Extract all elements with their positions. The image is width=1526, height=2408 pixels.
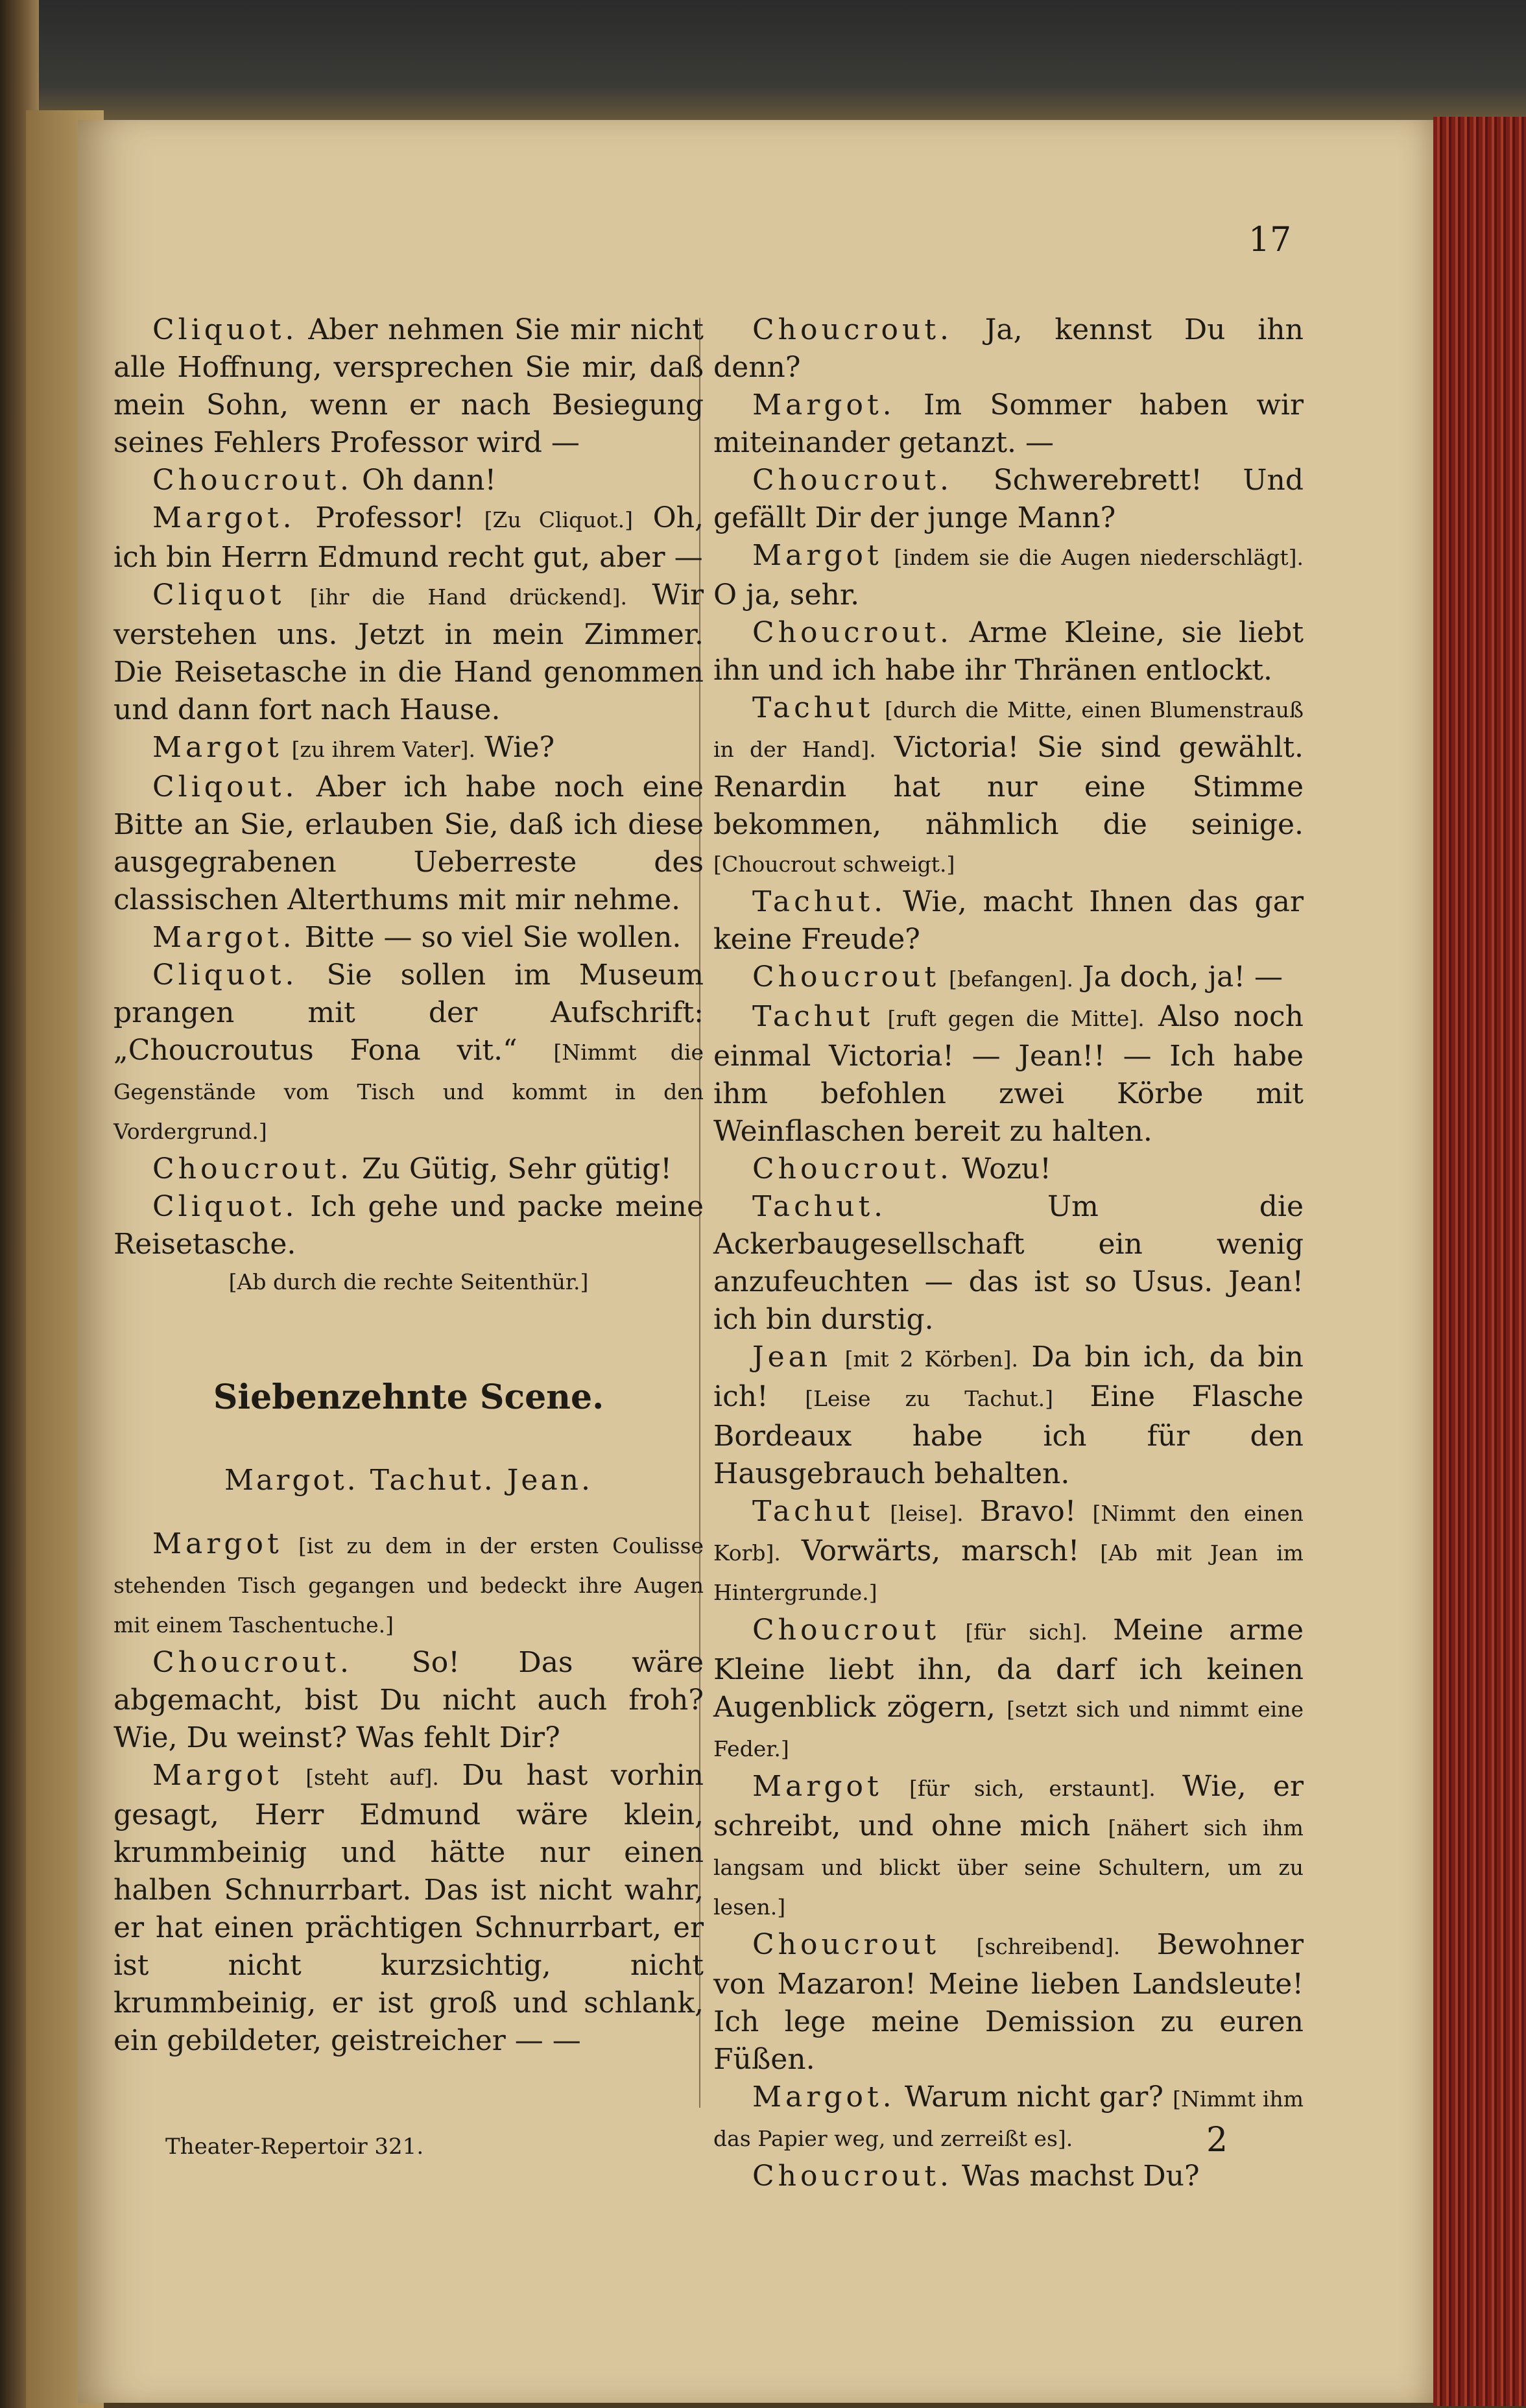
dialogue-paragraph: Choucrout. Was machst Du?: [752, 2160, 1200, 2193]
dialogue-paragraph: Margot. Bitte — so viel Sie wollen.: [152, 921, 682, 954]
dialogue-paragraph: Margot [indem sie die Augen niederschlägt]. O ja, sehr.: [713, 539, 1304, 612]
dialogue-paragraph: Choucrout. Arme Kleine, sie liebt ihn und ich habe ihr Thränen entlockt.: [713, 616, 1304, 687]
dialogue-paragraph: Tachut. Wie, macht Ihnen das gar keine Freude?: [713, 885, 1304, 956]
dialogue-paragraph: Margot. Warum nicht gar? [Nimmt ihm das Papier weg, und zerreißt es].: [713, 2080, 1304, 2151]
dialogue-paragraph: Cliquot. Sie sollen im Museum prangen mit der Aufschrift: „Choucroutus Fona vit.“ [Nimmt die Gegenstände vom Tisch und kommt in den Vordergrund.]: [113, 959, 704, 1144]
footer-signature: Theater-Repertoir 321.: [165, 2134, 424, 2160]
page-number: 17: [1248, 221, 1292, 259]
dialogue-paragraph: Choucrout [schreibend]. Bewohner von Mazaron! Meine lieben Landsleute! Ich lege meine Demission zu euren Füßen.: [713, 1928, 1304, 2076]
dialogue-paragraph: Margot [steht auf]. Du hast vorhin gesagt, Herr Edmund wäre klein, krummbeinig und hätte nur einen halben Schnurrbart. Das ist nicht wahr, er hat einen prächtigen Schnurrbart, er ist nicht kurzsichtig, nicht krummbeinig, er ist groß und schlank, ein gebildeter, geistreicher — —: [113, 1759, 704, 2057]
book-cover-background: [0, 0, 1526, 123]
dialogue-paragraph: Margot [ist zu dem in der ersten Coulisse stehenden Tisch gegangen und bedeckt ihre Augen mit einem Taschentuche.]: [113, 1527, 704, 1638]
dialogue-paragraph: Jean [mit 2 Körben]. Da bin ich, da bin ich! [Leise zu Tachut.] Eine Flasche Bordeaux habe ich für den Hausgebrauch behalten.: [713, 1341, 1304, 1490]
dialogue-paragraph: Choucrout. So! Das wäre abgemacht, bist Du nicht auch froh? Wie, Du weinst? Was fehlt Dir?: [113, 1646, 704, 1754]
stage-direction-exit: [Ab durch die rechte Seitenthür.]: [228, 1269, 589, 1294]
dialogue-paragraph: Margot. Professor! [Zu Cliquot.] Oh, ich bin Herrn Edmund recht gut, aber —: [113, 501, 704, 574]
dialogue-paragraph: Cliquot [ihr die Hand drückend]. Wir verstehen uns. Jetzt in mein Zimmer. Die Reisetasche in die Hand genommen und dann fort nach Hause.: [113, 578, 704, 726]
dialogue-paragraph: Tachut. Um die Ackerbaugesellschaft ein wenig anzufeuchten — das ist so Usus. Jean! ich bin durstig.: [713, 1190, 1304, 1336]
right-column: [713, 311, 1304, 2195]
dialogue-paragraph: Choucrout. Wozu!: [752, 1152, 1051, 1186]
dialogue-paragraph: Choucrout. Ja, kennst Du ihn denn?: [713, 313, 1304, 384]
scene-cast: Margot. Tachut. Jean.: [224, 1464, 593, 1497]
dialogue-paragraph: Tachut [durch die Mitte, einen Blumenstrauß in der Hand]. Victoria! Sie sind gewählt. Renardin hat nur eine Stimme bekommen, nähmlich die seinige. [Choucrout schweigt.]: [713, 691, 1304, 877]
dialogue-paragraph: Tachut [leise]. Bravo! [Nimmt den einen Korb]. Vorwärts, marsch! [Ab mit Jean im Hintergrunde.]: [713, 1495, 1304, 1605]
dialogue-paragraph: Cliquot. Ich gehe und packe meine Reisetasche.: [113, 1190, 704, 1261]
dialogue-paragraph: Choucrout. Zu Gütig, Sehr gütig!: [152, 1152, 672, 1186]
dialogue-paragraph: Cliquot. Aber nehmen Sie mir nicht alle Hoffnung, versprechen Sie mir, daß mein Sohn, wenn er nach Besiegung seines Fehlers Professor wird —: [113, 313, 704, 459]
dialogue-paragraph: Choucrout. Schwerebrett! Und gefällt Dir der junge Mann?: [713, 464, 1304, 534]
red-page-edges: [1433, 117, 1526, 2406]
left-column: [113, 311, 704, 2060]
dialogue-paragraph: Cliqout. Aber ich habe noch eine Bitte an Sie, erlauben Sie, daß ich diese ausgegrabenen Ueberreste des classischen Alterthums mit mir nehme.: [113, 770, 704, 916]
dialogue-paragraph: Tachut [ruft gegen die Mitte]. Also noch einmal Victoria! — Jean!! — Ich habe ihm befohlen zwei Körbe mit Weinflaschen bereit zu halten.: [713, 1000, 1304, 1148]
dialogue-paragraph: Margot [zu ihrem Vater]. Wie?: [152, 731, 555, 764]
footer-sheet-number: 2: [1206, 2121, 1228, 2160]
dialogue-paragraph: Choucrout. Oh dann!: [152, 464, 497, 497]
dialogue-paragraph: Margot. Im Sommer haben wir miteinander getanzt. —: [713, 388, 1304, 459]
dialogue-paragraph: Margot [für sich, erstaunt]. Wie, er schreibt, und ohne mich [nähert sich ihm langsam und blickt über seine Schultern, um zu lesen.]: [713, 1770, 1304, 1920]
scene-heading: Siebenzehnte Scene.: [213, 1377, 604, 1417]
dialogue-paragraph: Choucrout [befangen]. Ja doch, ja! —: [752, 960, 1283, 994]
dialogue-paragraph: Choucrout [für sich]. Meine arme Kleine liebt ihn, da darf ich keinen Augenblick zögern, [setzt sich und nimmt eine Feder.]: [713, 1614, 1304, 1761]
